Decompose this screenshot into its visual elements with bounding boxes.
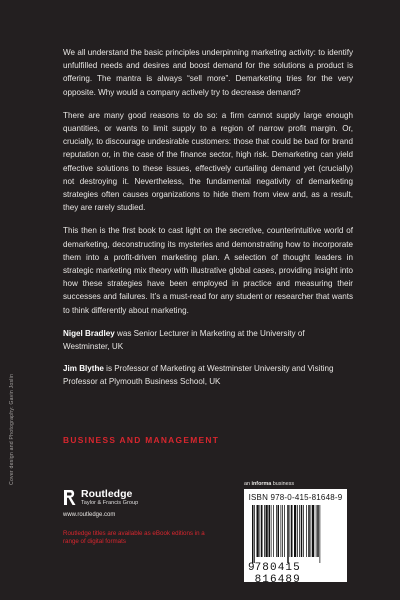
author-bio-1 [63,327,353,353]
ean-body-digits: 780415 816489 [254,562,301,586]
barcode-bar [284,505,285,557]
barcode-bar [278,505,280,557]
barcode-bar [261,505,263,557]
barcode-bar [311,505,312,557]
barcode-bar [306,505,307,557]
barcode-bar [299,505,300,557]
barcode-bar [312,505,314,557]
ean-lead-digit: 9 [248,562,255,574]
barcode-bar [252,505,254,563]
ean-digits [248,562,343,586]
barcode-area [244,481,347,586]
barcode-bar [290,505,291,557]
informa-tagline: an informa business [244,481,295,487]
barcode-bar [287,505,289,563]
author-bio-text: is Professor of Marketing at Westminster University and Visiting Professor at Plymouth Business School, UK [63,364,334,387]
barcode-bar [281,505,282,557]
publisher-block [63,489,223,545]
barcode-bar [291,505,293,557]
barcode-bar [294,505,296,557]
author-name: Jim Blythe [63,364,104,374]
barcode-bar [320,505,321,563]
barcode-box [244,489,347,586]
barcode-bar [301,505,303,557]
barcode-bars [248,505,343,563]
isbn-label: ISBN 978-0-415-81648-9 [248,493,343,502]
barcode-bar [317,505,319,557]
author-bio-2 [63,362,353,388]
barcode-bar [308,505,310,557]
ebook-note: Routledge titles are available as eBook editions in a range of digital formats [63,530,205,545]
barcode-bar [316,505,317,557]
barcode-bar [273,505,274,557]
publisher-name: Routledge [81,488,133,500]
barcode-bar [282,505,283,557]
blurb-paragraph-1: We all understand the basic principles underpinning marketing activity: to identify unfulfilled needs and desires and boost demand for the solutions a product is offering. The mantra is always “sell more”. Demarketing tries for the very opposite. Why would a company actively try to decrease demand? [63,48,353,97]
routledge-logo-icon [63,489,77,506]
barcode-bar [260,505,261,557]
barcode-bar [269,505,271,557]
barcode-bar [271,505,272,557]
blurb-paragraph-2: There are many good reasons to do so: a firm cannot supply large enough quantities, or wants to limit supply to a region of narrow profit margin. Or, crucially, to discourage undesirable customers: those that could be bad for brand reputation or, in the case of the finance sector, high risk. Demarketing can yield effective solutions to these issues, effectively curtailing demand yet (crucially) not destroying it. Nevertheless, the fundamental negativity of demarketing strategies often causes organizations to hide them from view and, as a result, they are rarely studied. [63,110,353,213]
barcode-bar [264,505,265,557]
author-name: Nigel Bradley [63,328,115,338]
publisher-group: Taylor & Francis Group [81,500,139,506]
barcode-bar [276,505,277,557]
barcode-bar [257,505,259,557]
cover-credit: Cover design and Photography: Gavin Joslin [9,373,15,485]
back-cover-copy [63,46,353,398]
barcode-bar [303,505,304,557]
barcode-bar [266,505,268,557]
publisher-url: www.routledge.com [63,512,116,518]
barcode-bar [297,505,298,557]
blurb-paragraph-3: This then is the first book to cast light on the secretive, counterintuitive world of demarketing, deconstructing its mysteries and demonstrating how to incorporate them into a profit-driven marketing plan. A selection of thought leaders in strategic marketing mix theory with illustrative global cases, providing insight into how these strategies have been employed in practice and measuring their successes and failures. It’s a must-read for any student or researcher that wants to think differently about marketing. [63,226,353,315]
author-bio-text: was Senior Lecturer in Marketing at the University of Westminster, UK [63,328,305,352]
barcode-bar [254,505,255,563]
subject-category: BUSINESS AND MANAGEMENT [63,435,220,445]
